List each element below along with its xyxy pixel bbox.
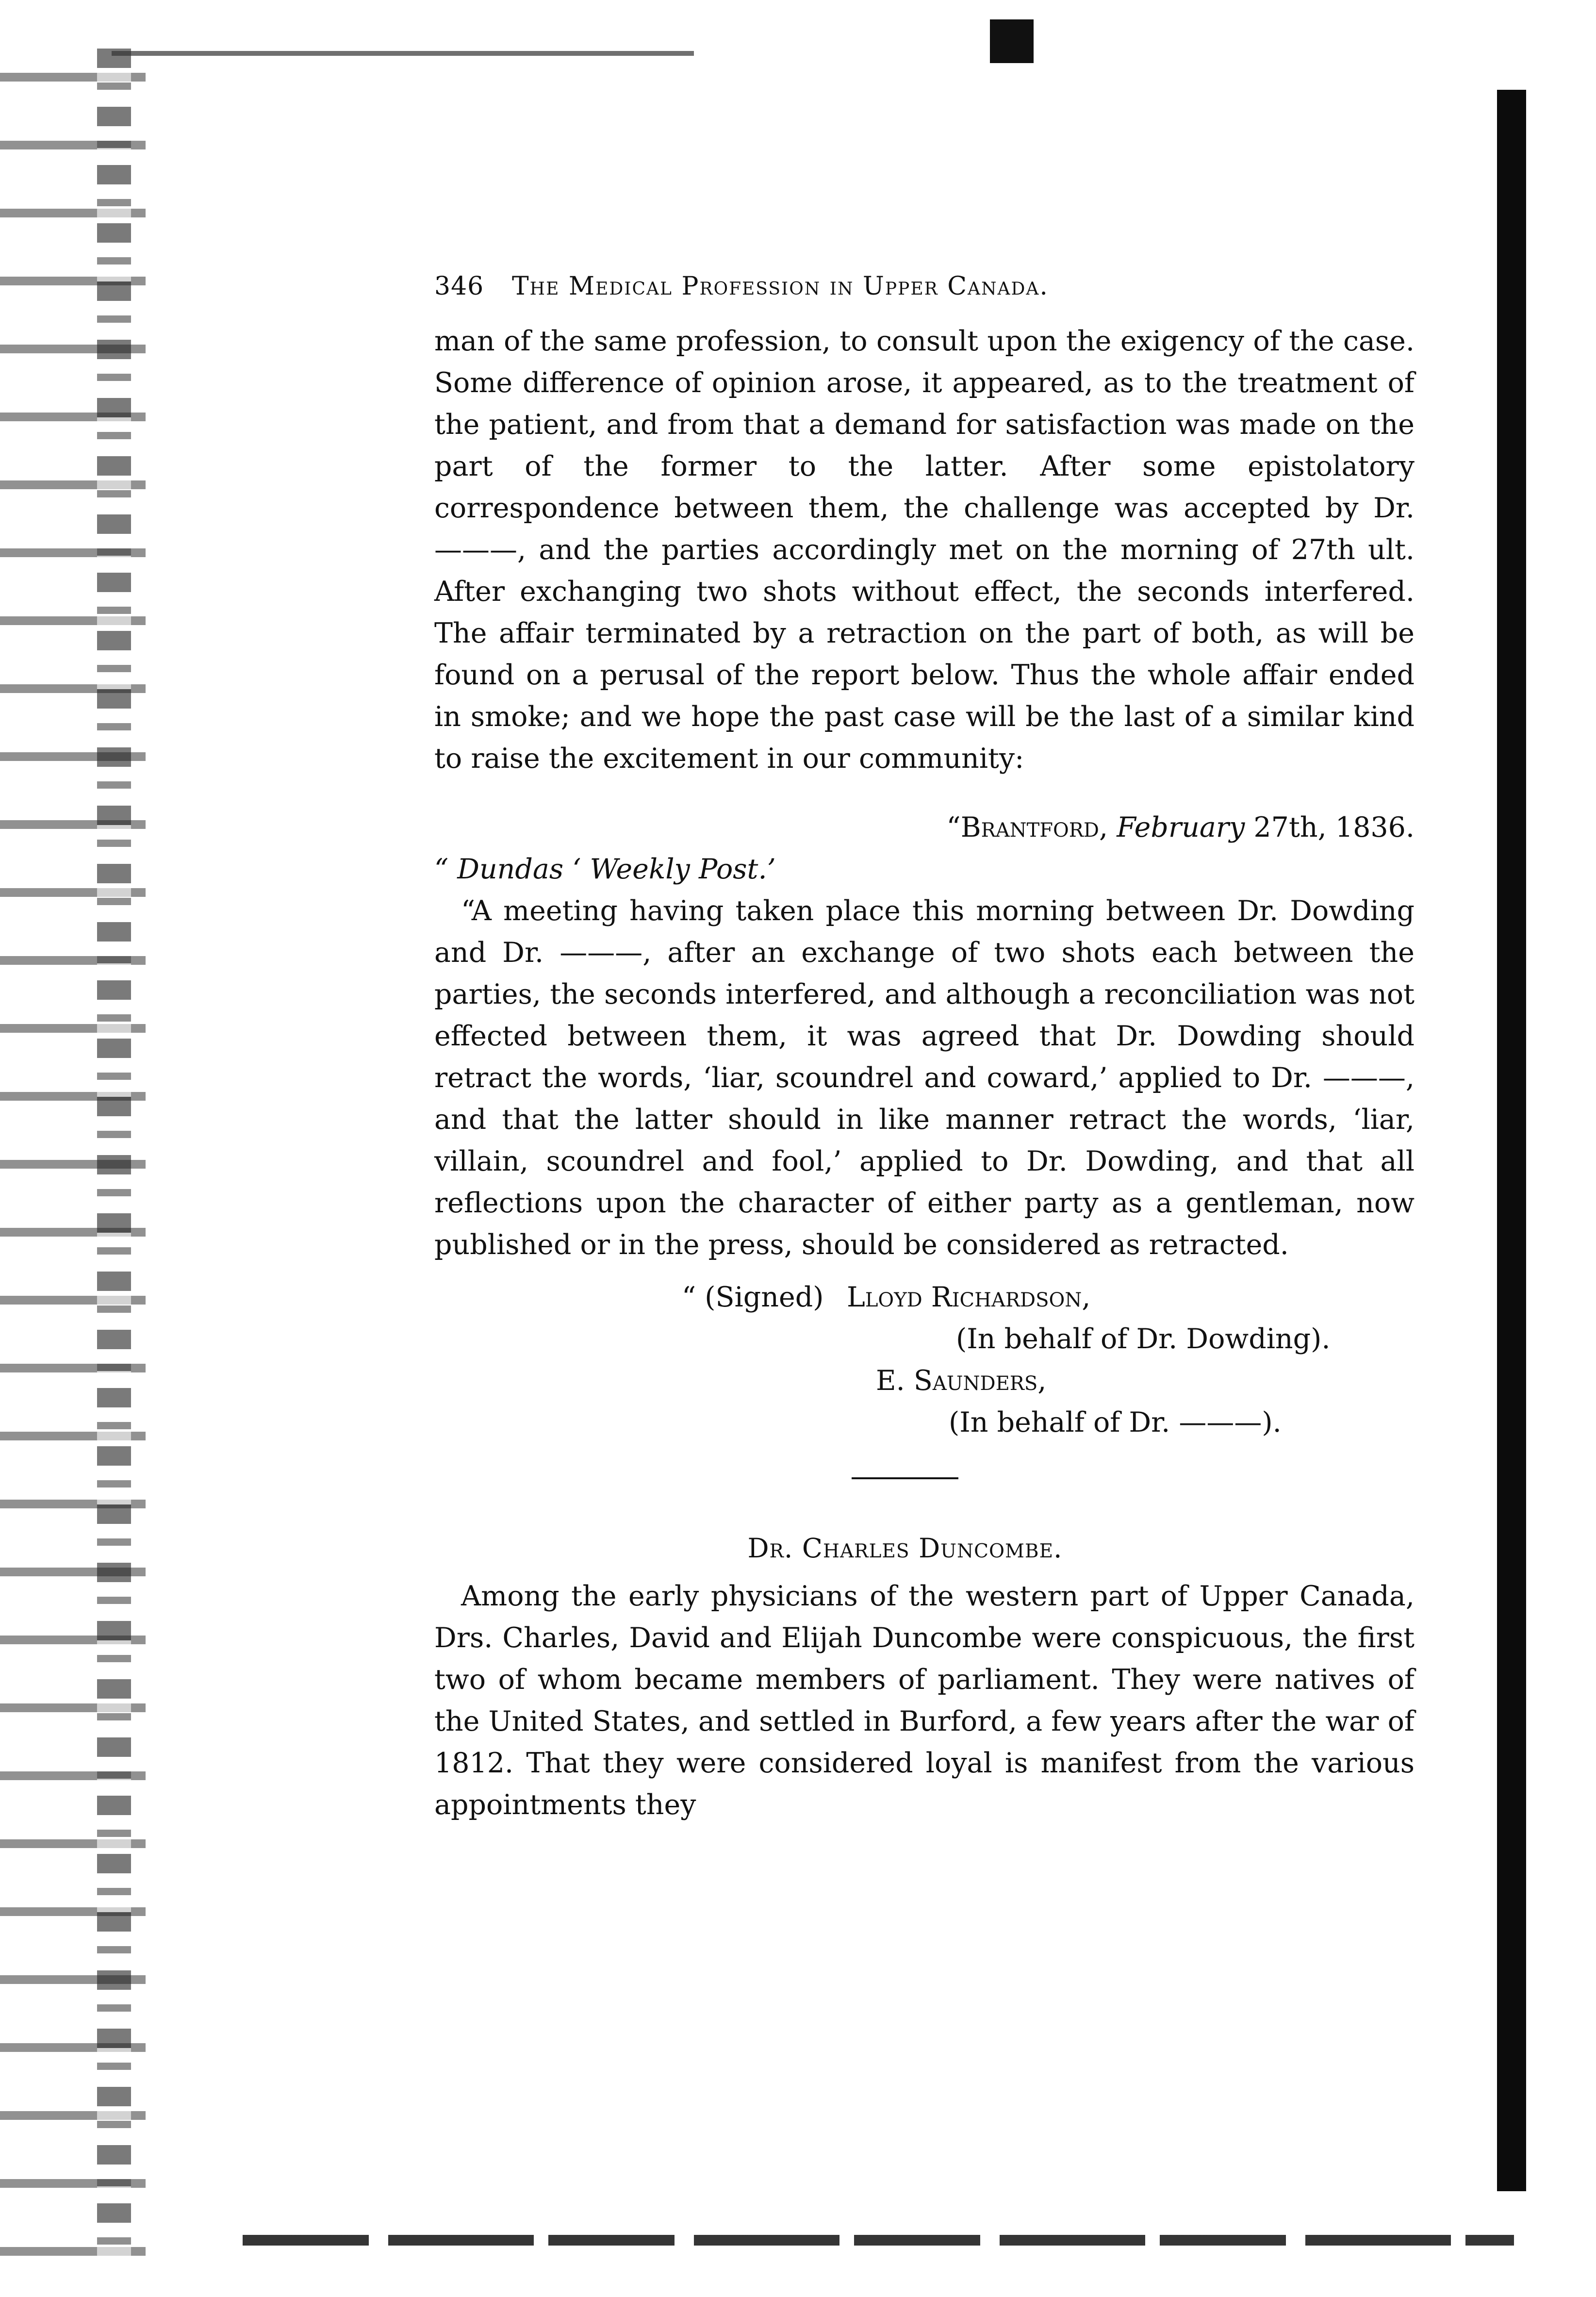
signatory-1: Lloyd Richardson, (847, 1281, 1091, 1313)
letter-body: “A meeting having taken place this morning between Dr. Dowding and Dr. ———, after an exchange of two shots each between the parties, the seconds interfered, and although a reconciliation was not effected between them, it was agreed that Dr. Dowding should retract the words, ‘liar, scoundrel and coward,’ applied to Dr. ———, and that the latter should in like manner retract the words, ‘liar, villain, scoundrel and fool,’ applied to Dr. Dowding, and that all reflections upon the character of either party as a gentleman, now published or in the press, should be considered as retracted. (434, 895, 1415, 1261)
signatory-2: E. Saunders, (876, 1365, 1047, 1397)
dateline-quote: “ (946, 811, 961, 843)
scan-edge-top (112, 51, 694, 56)
letter-dateline (434, 807, 1415, 848)
signature-row-1 (434, 1276, 1415, 1318)
page-header (434, 272, 1415, 301)
dateline-date: 27th, 1836. (1253, 811, 1415, 843)
scan-edge-bottom (243, 2235, 1514, 2246)
body-paragraph-2: Among the early physicians of the western part of Upper Canada, Drs. Charles, David and Elijah Duncombe were conspicuous, the first two of whom became members of parliament. They were natives of the United States, and settled in Burford, a few years after the war of 1812. That they were considered loyal is manifest from the various appointments they (434, 1580, 1415, 1821)
scan-edge-right (1497, 90, 1526, 2191)
book-page (434, 272, 1415, 1826)
dateline-month: February (1117, 811, 1245, 843)
section-divider (852, 1477, 958, 1479)
scan-mark-top (990, 19, 1034, 63)
letter-recipient: “ Dundas ‘ Weekly Post.’ (434, 853, 776, 885)
page-number: 346 (434, 272, 484, 301)
signed-label: “ (Signed) (682, 1281, 824, 1313)
body-paragraph-1: man of the same profession, to consult upon the exigency of the case. Some difference of opinion arose, it appeared, as to the treatment of the patient, and from that a demand for satisfaction was made on the part of the former to the latter. After some epistolatory correspondence between them, the challenge was accepted by Dr. ———, and the parties accordingly met on the morning of 27th ult. After exchanging two shots without effect, the seconds interfered. The affair terminated by a retraction on the part of both, as will be found on a perusal of the report below. Thus the whole affair ended in smoke; and we hope the past case will be the last of a similar kind to raise the excitement in our community: (434, 325, 1415, 775)
scan-binding-shadow (97, 49, 131, 2257)
signatory-1-behalf: (In behalf of Dr. Dowding). (956, 1323, 1331, 1355)
signatory-2-behalf: (In behalf of Dr. ———). (949, 1406, 1282, 1438)
dateline-place: Brantford, (960, 811, 1108, 843)
signature-block (434, 1276, 1415, 1443)
section-heading: Dr. Charles Duncombe. (747, 1533, 1063, 1564)
running-title: The Medical Profession in Upper Canada. (512, 272, 1049, 301)
